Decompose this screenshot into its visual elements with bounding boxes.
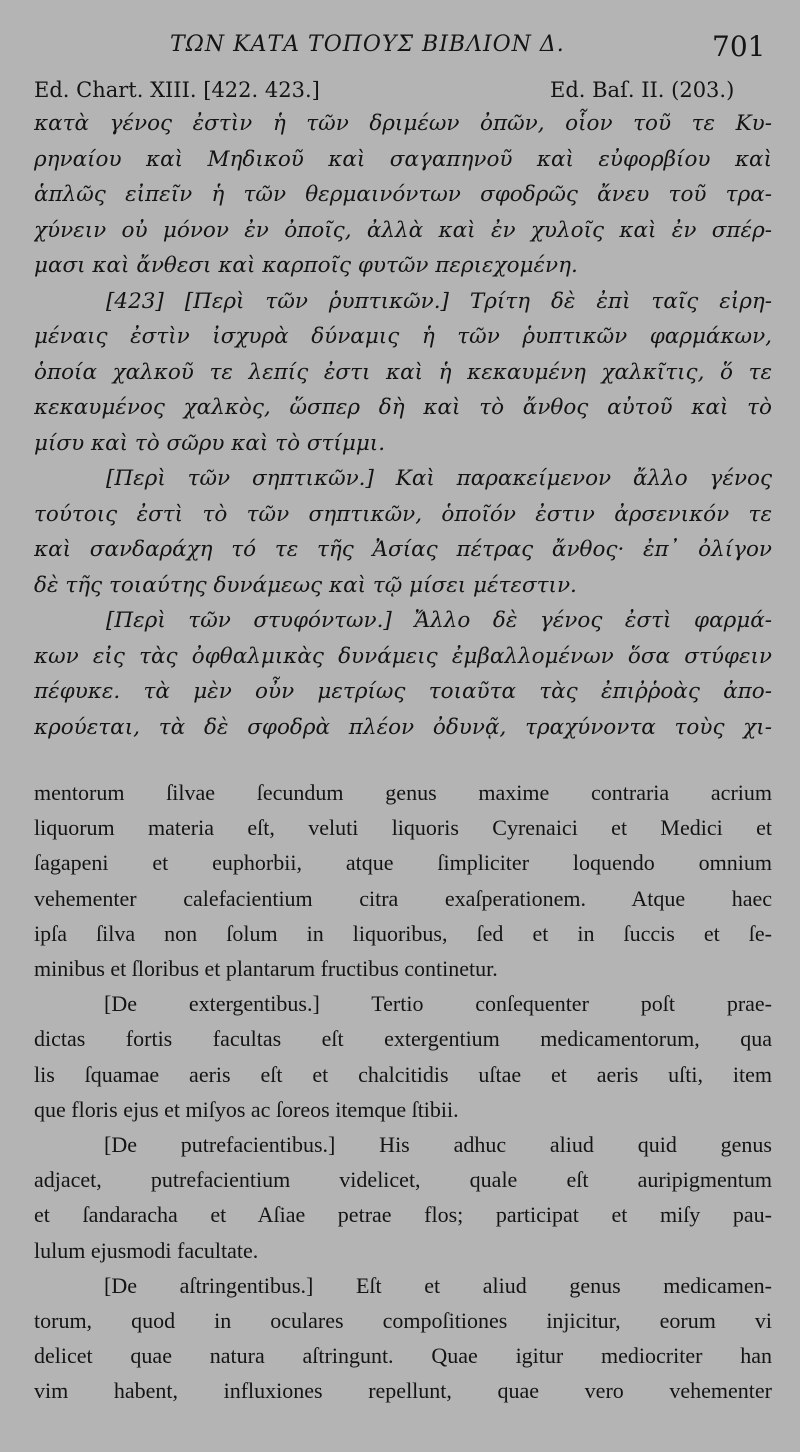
greek-line: μίσυ καὶ τὸ σῶρυ καὶ τὸ στίμμι.: [34, 430, 386, 456]
edition-reference-chartier: Ed. Chart. XIII. [422. 423.]: [34, 78, 320, 102]
latin-line: lulum ejusmodi facultate.: [34, 1237, 259, 1263]
latin-line: ſagapeni et euphorbii, atque ſimpliciter loquendo omnium: [34, 850, 772, 876]
latin-line: lis ſquamae aeris eſt et chalcitidis uſtae et aeris uſti, item: [34, 1061, 772, 1087]
latin-line: liquorum materia eſt, veluti liquoris Cyrenaici et Medici et: [34, 815, 772, 841]
latin-line: vim habent, influxiones repellunt, quae vero vehementer: [34, 1378, 772, 1404]
greek-line: δὲ τῆς τοιαύτης δυνάμεως καὶ τῷ μίσει μέτεστιν.: [34, 572, 577, 598]
latin-line: torum, quod in oculares compoſitiones injicitur, eorum vi: [34, 1308, 772, 1334]
greek-text-block: [34, 106, 772, 745]
greek-line: καὶ σανδαράχη τό τε τῆς Ἀσίας πέτρας ἄνθος· ἐπ᾽ ὀλίγον: [34, 537, 772, 562]
greek-line: μασι καὶ ἄνθεσι καὶ καρποῖς φυτῶν περιεχομένη.: [34, 253, 578, 278]
latin-line: mentorum ſilvae ſecundum genus maxime contraria acrium: [34, 780, 772, 805]
greek-line: ἁπλῶς εἰπεῖν ἡ τῶν θερμαινόντων σφοδρῶς ἄνευ τοῦ τρα-: [34, 182, 772, 207]
latin-line: vehementer calefacientium citra exaſperationem. Atque haec: [34, 885, 772, 911]
latin-line: et ſandaracha et Aſiae petrae flos; participat et miſy pau-: [34, 1202, 772, 1228]
edition-reference-basel: Ed. Baſ. II. (203.): [550, 78, 735, 102]
greek-section-heading-line: [Περὶ τῶν στυφόντων.] Ἄλλο δὲ γένος ἐστὶ φαρμά-: [106, 608, 772, 633]
running-head: [0, 26, 800, 66]
latin-line: adjacet, putrefacientium videlicet, quale eſt auripigmentum: [34, 1167, 772, 1193]
edition-reference-line: [34, 78, 774, 108]
greek-line: κων εἰς τὰς ὀφθαλμικὰς δυνάμεις ἐμβαλλομένων ὅσα στύφειν: [34, 643, 772, 669]
greek-line: τούτοις ἐστὶ τὸ τῶν σηπτικῶν, ὁποῖόν ἐστιν ἀρσενικόν τε: [34, 501, 772, 527]
latin-section-heading-line: [De extergentibus.] Tertio conſequenter poſt prae-: [104, 991, 772, 1017]
latin-text-block: [34, 775, 772, 1409]
greek-line: κρούεται, τὰ δὲ σφοδρὰ πλέον ὀδυνᾷ, τραχύνοντα τοὺς χι-: [34, 714, 772, 740]
greek-section-heading-line: [423] [Περὶ τῶν ῥυπτικῶν.] Τρίτη δὲ ἐπὶ ταῖς εἰρη-: [106, 288, 772, 314]
latin-line: minibus et ſloribus et plantarum fructibus continetur.: [34, 956, 498, 982]
greek-line: κεκαυμένος χαλκὸς, ὥσπερ δὴ καὶ τὸ ἄνθος αὐτοῦ καὶ τὸ: [34, 395, 772, 420]
greek-line: πέφυκε. τὰ μὲν οὖν μετρίως τοιαῦτα τὰς ἐπιῤῥοὰς ἀπο-: [34, 679, 772, 704]
greek-line: ρηναίου καὶ Μηδικοῦ καὶ σαγαπηνοῦ καὶ εὐφορβίου καὶ: [34, 146, 772, 172]
latin-section-heading-line: [De putrefacientibus.] His adhuc aliud quid genus: [104, 1132, 772, 1158]
latin-section-heading-line: [De aſtringentibus.] Eſt et aliud genus medicamen-: [104, 1272, 772, 1298]
running-head-title: ΤΩΝ ΚΑΤΑ ΤΟΠΟΥΣ ΒΙΒΛΙΟΝ Δ.: [170, 32, 565, 57]
latin-line: dictas fortis facultas eſt extergentium medicamentorum, qua: [34, 1026, 772, 1052]
greek-line: ὁποία χαλκοῦ τε λεπίς ἐστι καὶ ἡ κεκαυμένη χαλκῖτις, ὅ τε: [34, 359, 772, 385]
latin-line: que floris ejus et miſyos ac ſoreos itemque ſtibii.: [34, 1096, 459, 1122]
greek-line: κατὰ γένος ἐστὶν ἡ τῶν δριμέων ὀπῶν, οἷον τοῦ τε Κυ-: [34, 111, 772, 136]
latin-line: delicet quae natura aſtringunt. Quae igitur mediocriter han: [34, 1343, 772, 1369]
greek-line: χύνειν οὐ μόνον ἐν ὀποῖς, ἀλλὰ καὶ ἐν χυλοῖς καὶ ἐν σπέρ-: [34, 217, 772, 243]
greek-line: μέναις ἐστὶν ἰσχυρὰ δύναμις ἡ τῶν ῥυπτικῶν φαρμάκων,: [34, 324, 772, 349]
latin-line: ipſa ſilva non ſolum in liquoribus, ſed et in ſuccis et ſe-: [34, 920, 772, 946]
page-number: 701: [712, 30, 766, 63]
greek-section-heading-line: [Περὶ τῶν σηπτικῶν.] Καὶ παρακείμενον ἄλλο γένος: [106, 466, 772, 491]
